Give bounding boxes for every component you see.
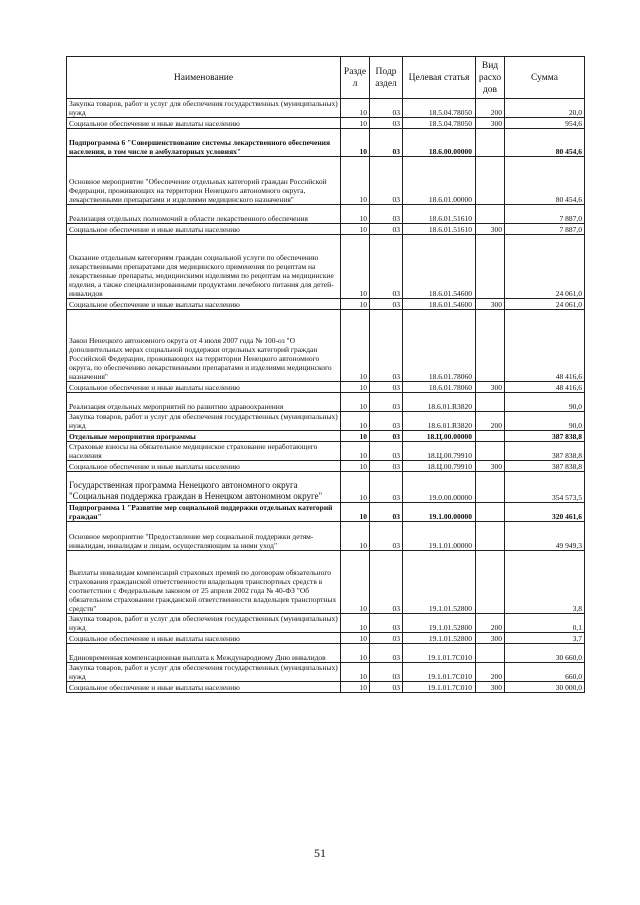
- row-razdel-cell: 10: [341, 99, 370, 118]
- row-name-cell: Реализация отдельных мероприятий по развитию здравоохранения: [67, 393, 341, 412]
- row-razdel-cell: 10: [341, 551, 370, 614]
- table-row: [67, 461, 585, 472]
- row-sum-cell: 90,0: [505, 412, 585, 431]
- row-podrazdel-cell: 03: [370, 442, 403, 461]
- row-razdel-cell: 10: [341, 310, 370, 382]
- row-name-cell: Социальное обеспечение и иные выплаты населению: [67, 224, 341, 235]
- row-name-cell: Закупка товаров, работ и услуг для обеспечения государственных (муниципальных) нужд: [67, 99, 341, 118]
- table-row: [67, 157, 585, 205]
- row-podrazdel-cell: 03: [370, 503, 403, 522]
- row-name-cell: Социальное обеспечение и иные выплаты населению: [67, 461, 341, 472]
- row-article-cell: 19.1.01.52800: [403, 551, 476, 614]
- row-podrazdel-cell: 03: [370, 299, 403, 310]
- row-vid-cell: 300: [476, 633, 505, 644]
- row-article-cell: 18.6.01.51610: [403, 224, 476, 235]
- table-row: [67, 205, 585, 224]
- row-article-cell: 18.6.01.54600: [403, 299, 476, 310]
- row-razdel-cell: 10: [341, 157, 370, 205]
- row-name-cell: Закон Ненецкого автономного округа от 4 июля 2007 года № 100-оз "О дополнительных мерах социальной поддержки отдельных категорий граждан Российской Федерации, проживающих на территории Ненецкого автономного округа, по обеспечению лекарственными препаратами и изделиями медицинского назначения": [67, 310, 341, 382]
- row-vid-cell: [476, 310, 505, 382]
- table-row: [67, 442, 585, 461]
- row-article-cell: 18.Ц.00.00000: [403, 431, 476, 442]
- row-sum-cell: 320 461,6: [505, 503, 585, 522]
- row-sum-cell: 0,1: [505, 614, 585, 633]
- row-article-cell: 19.1.01.52800: [403, 614, 476, 633]
- row-razdel-cell: 10: [341, 224, 370, 235]
- row-name-cell: Государственная программа Ненецкого автономного округа "Социальная поддержка граждан в Ненецком автономном округе": [67, 472, 341, 503]
- row-vid-cell: 300: [476, 224, 505, 235]
- row-podrazdel-cell: 03: [370, 431, 403, 442]
- row-name-cell: Социальное обеспечение и иные выплаты населению: [67, 382, 341, 393]
- row-sum-cell: 24 061,0: [505, 235, 585, 299]
- row-razdel-cell: 10: [341, 299, 370, 310]
- row-article-cell: 19.1.01.7С010: [403, 644, 476, 663]
- row-podrazdel-cell: 03: [370, 205, 403, 224]
- row-article-cell: 18.6.01.51610: [403, 205, 476, 224]
- table-row: [67, 99, 585, 118]
- header-sum: Сумма: [505, 57, 585, 99]
- row-article-cell: 18.6.01.54600: [403, 235, 476, 299]
- row-razdel-cell: 10: [341, 644, 370, 663]
- row-podrazdel-cell: 03: [370, 412, 403, 431]
- row-razdel-cell: 10: [341, 431, 370, 442]
- row-sum-cell: 7 887,0: [505, 224, 585, 235]
- row-sum-cell: 24 061,0: [505, 299, 585, 310]
- row-article-cell: 18.6.01.78060: [403, 310, 476, 382]
- table-row: [67, 299, 585, 310]
- row-name-cell: Отдельные мероприятия программы: [67, 431, 341, 442]
- row-sum-cell: 80 454,6: [505, 157, 585, 205]
- table-row: [67, 310, 585, 382]
- header-name: Наименование: [67, 57, 341, 99]
- row-vid-cell: [476, 129, 505, 157]
- row-sum-cell: 387 838,8: [505, 461, 585, 472]
- table-row: [67, 393, 585, 412]
- row-podrazdel-cell: 03: [370, 382, 403, 393]
- row-podrazdel-cell: 03: [370, 614, 403, 633]
- row-sum-cell: 48 416,6: [505, 310, 585, 382]
- row-sum-cell: 20,0: [505, 99, 585, 118]
- row-vid-cell: [476, 442, 505, 461]
- row-vid-cell: 300: [476, 382, 505, 393]
- budget-table: [66, 56, 585, 693]
- row-podrazdel-cell: 03: [370, 461, 403, 472]
- row-razdel-cell: 10: [341, 382, 370, 393]
- row-podrazdel-cell: 03: [370, 633, 403, 644]
- row-razdel-cell: 10: [341, 118, 370, 129]
- row-podrazdel-cell: 03: [370, 663, 403, 682]
- row-article-cell: 18.6.01.78060: [403, 382, 476, 393]
- row-name-cell: Подпрограмма 6 "Совершенствование системы лекарственного обеспечения населения, в том числе в амбулаторных условиях": [67, 129, 341, 157]
- row-article-cell: 19.1.01.7С010: [403, 663, 476, 682]
- row-podrazdel-cell: 03: [370, 393, 403, 412]
- row-razdel-cell: 10: [341, 633, 370, 644]
- table-row: [67, 663, 585, 682]
- row-name-cell: Социальное обеспечение и иные выплаты населению: [67, 299, 341, 310]
- row-vid-cell: [476, 431, 505, 442]
- row-vid-cell: [476, 472, 505, 503]
- row-vid-cell: [476, 503, 505, 522]
- row-name-cell: Выплаты инвалидам компенсаций страховых премий по договорам обязательного страхования гражданской ответственности владельцев транспортных средств в соответствии с Федеральным законом от 25 апреля 2002 года № 40-ФЗ "Об обязательном страховании гражданской ответственности владельцев транспортных средств": [67, 551, 341, 614]
- page-number: 51: [314, 846, 326, 860]
- row-razdel-cell: 10: [341, 412, 370, 431]
- table-row: [67, 431, 585, 442]
- row-podrazdel-cell: 03: [370, 682, 403, 693]
- row-razdel-cell: 10: [341, 393, 370, 412]
- row-sum-cell: 387 838,8: [505, 442, 585, 461]
- row-name-cell: Основное мероприятие "Обеспечение отдельных категорий граждан Российской Федерации, проживающих на территории Ненецкого автономного округа, лекарственными препаратами и изделиями медицинского назначения": [67, 157, 341, 205]
- row-article-cell: 19.0.00.00000: [403, 472, 476, 503]
- row-podrazdel-cell: 03: [370, 235, 403, 299]
- table-row: [67, 633, 585, 644]
- row-vid-cell: 300: [476, 461, 505, 472]
- row-article-cell: 18.Ц.00.79910: [403, 461, 476, 472]
- row-vid-cell: 200: [476, 663, 505, 682]
- row-vid-cell: [476, 205, 505, 224]
- row-sum-cell: 90,0: [505, 393, 585, 412]
- row-razdel-cell: 10: [341, 503, 370, 522]
- row-podrazdel-cell: 03: [370, 551, 403, 614]
- row-sum-cell: 49 949,3: [505, 522, 585, 551]
- row-article-cell: 19.1.01.7С010: [403, 682, 476, 693]
- row-name-cell: Социальное обеспечение и иные выплаты населению: [67, 682, 341, 693]
- row-razdel-cell: 10: [341, 235, 370, 299]
- row-razdel-cell: 10: [341, 472, 370, 503]
- table-row: [67, 472, 585, 503]
- table-row: [67, 382, 585, 393]
- row-sum-cell: 387 838,8: [505, 431, 585, 442]
- row-article-cell: 18.5.04.78050: [403, 99, 476, 118]
- row-article-cell: 18.6.00.00000: [403, 129, 476, 157]
- row-name-cell: Закупка товаров, работ и услуг для обеспечения государственных (муниципальных) нужд: [67, 614, 341, 633]
- row-sum-cell: 48 416,6: [505, 382, 585, 393]
- row-name-cell: Подпрограмма 1 "Развитие мер социальной поддержки отдельных категорий граждан": [67, 503, 341, 522]
- table-row: [67, 129, 585, 157]
- row-vid-cell: 200: [476, 99, 505, 118]
- row-razdel-cell: 10: [341, 205, 370, 224]
- row-vid-cell: 300: [476, 299, 505, 310]
- row-vid-cell: 200: [476, 412, 505, 431]
- row-name-cell: Закупка товаров, работ и услуг для обеспечения государственных (муниципальных) нужд: [67, 412, 341, 431]
- row-vid-cell: 300: [476, 118, 505, 129]
- row-name-cell: Реализация отдельных полномочий в области лекарственного обеспечения: [67, 205, 341, 224]
- row-podrazdel-cell: 03: [370, 118, 403, 129]
- header-vid: Вид расхо дов: [476, 57, 505, 99]
- table-row: [67, 614, 585, 633]
- row-podrazdel-cell: 03: [370, 644, 403, 663]
- header-podrazdel: Подр аздел: [370, 57, 403, 99]
- row-vid-cell: [476, 551, 505, 614]
- table-row: [67, 503, 585, 522]
- row-podrazdel-cell: 03: [370, 129, 403, 157]
- table-row: [67, 522, 585, 551]
- table-row: [67, 224, 585, 235]
- row-name-cell: Социальное обеспечение и иные выплаты населению: [67, 118, 341, 129]
- header-article: Целевая статья: [403, 57, 476, 99]
- row-name-cell: Оказание отдельным категориям граждан социальной услуги по обеспечению лекарственными препаратами для медицинского применения по рецептам на лекарственные препараты, медицинскими изделиями по рецептам на медицинские изделия, а также специализированными продуктами лечебного питания для детей-инвалидов: [67, 235, 341, 299]
- row-podrazdel-cell: 03: [370, 224, 403, 235]
- row-vid-cell: [476, 644, 505, 663]
- table-row: [67, 235, 585, 299]
- row-razdel-cell: 10: [341, 461, 370, 472]
- budget-table-container: [66, 56, 584, 693]
- row-name-cell: Единовременная компенсационная выплата к Международному Дню инвалидов: [67, 644, 341, 663]
- row-name-cell: Основное мероприятие "Предоставление мер социальной поддержки детям-инвалидам, инвалидам и лицам, осуществляющим за ними уход": [67, 522, 341, 551]
- row-podrazdel-cell: 03: [370, 310, 403, 382]
- table-header-row: [67, 57, 585, 99]
- row-vid-cell: 300: [476, 682, 505, 693]
- row-article-cell: 18.Ц.00.79910: [403, 442, 476, 461]
- row-sum-cell: 30 660,0: [505, 644, 585, 663]
- row-sum-cell: 354 573,5: [505, 472, 585, 503]
- row-razdel-cell: 10: [341, 129, 370, 157]
- row-article-cell: 19.1.01.52800: [403, 633, 476, 644]
- row-sum-cell: 660,0: [505, 663, 585, 682]
- table-row: [67, 412, 585, 431]
- table-row: [67, 682, 585, 693]
- row-article-cell: 18.6.01.R3820: [403, 393, 476, 412]
- row-article-cell: 19.1.01.00000: [403, 522, 476, 551]
- row-podrazdel-cell: 03: [370, 472, 403, 503]
- row-vid-cell: 200: [476, 614, 505, 633]
- row-razdel-cell: 10: [341, 442, 370, 461]
- table-row: [67, 118, 585, 129]
- row-sum-cell: 954,6: [505, 118, 585, 129]
- row-name-cell: Страховые взносы на обязательное медицинское страхование неработающего населения: [67, 442, 341, 461]
- row-razdel-cell: 10: [341, 682, 370, 693]
- row-name-cell: Социальное обеспечение и иные выплаты населению: [67, 633, 341, 644]
- row-vid-cell: [476, 235, 505, 299]
- row-sum-cell: 3,8: [505, 551, 585, 614]
- row-sum-cell: 7 887,0: [505, 205, 585, 224]
- row-razdel-cell: 10: [341, 614, 370, 633]
- row-vid-cell: [476, 522, 505, 551]
- header-razdel: Разде л: [341, 57, 370, 99]
- row-sum-cell: 80 454,6: [505, 129, 585, 157]
- row-razdel-cell: 10: [341, 522, 370, 551]
- row-article-cell: 18.5.04.78050: [403, 118, 476, 129]
- row-article-cell: 19.1.00.00000: [403, 503, 476, 522]
- row-vid-cell: [476, 157, 505, 205]
- row-sum-cell: 30 000,0: [505, 682, 585, 693]
- row-article-cell: 18.6.01.00000: [403, 157, 476, 205]
- table-body: [67, 99, 585, 693]
- table-row: [67, 644, 585, 663]
- row-razdel-cell: 10: [341, 663, 370, 682]
- row-article-cell: 18.6.01.R3820: [403, 412, 476, 431]
- row-sum-cell: 3,7: [505, 633, 585, 644]
- row-podrazdel-cell: 03: [370, 157, 403, 205]
- row-podrazdel-cell: 03: [370, 522, 403, 551]
- row-vid-cell: [476, 393, 505, 412]
- table-row: [67, 551, 585, 614]
- row-name-cell: Закупка товаров, работ и услуг для обеспечения государственных (муниципальных) нужд: [67, 663, 341, 682]
- row-podrazdel-cell: 03: [370, 99, 403, 118]
